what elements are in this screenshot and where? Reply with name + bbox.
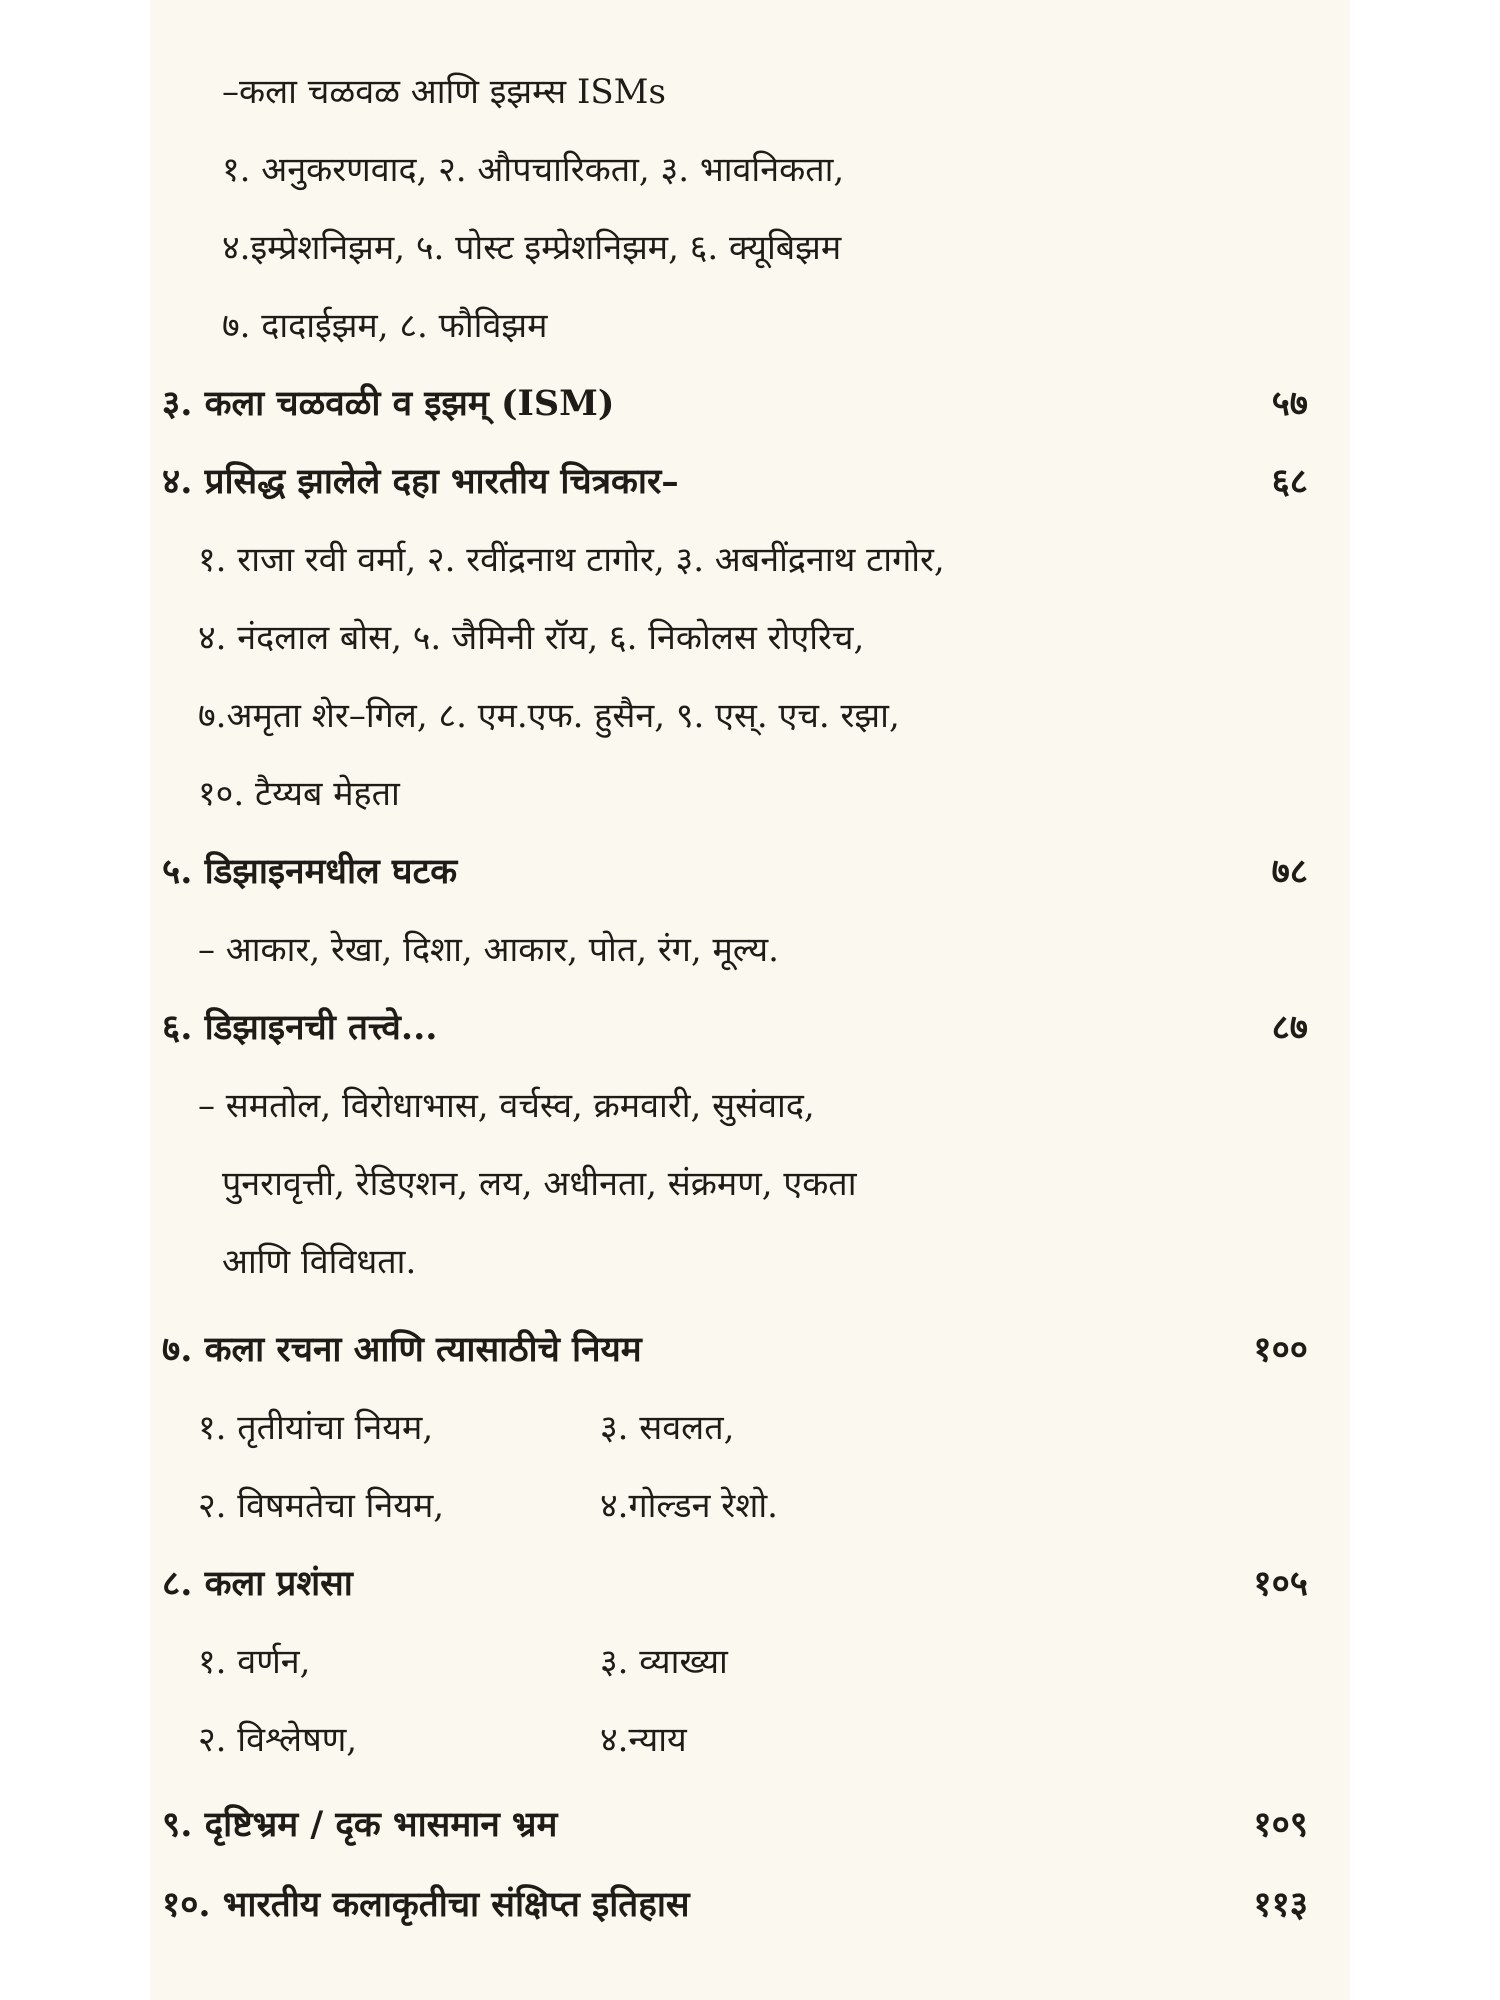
toc-subline bbox=[150, 140, 1350, 200]
page-number: ८७ bbox=[1271, 1007, 1308, 1048]
chapter-title: ८. कला प्रशंसा bbox=[162, 1563, 353, 1604]
chapter-title: ९. दृष्टिभ्रम / दृक भासमान भ्रम bbox=[162, 1804, 558, 1845]
toc-subline bbox=[150, 62, 1350, 122]
toc-subline bbox=[150, 1398, 1350, 1458]
toc-entry-ch5[interactable] bbox=[150, 842, 1350, 902]
chapter-title: ५. डिझाइनमधील घटक bbox=[162, 851, 458, 892]
ch4-painters-3: ७.अमृता शेर–गिल, ८. एम.एफ. हुसैन, ९. एस्. एच. रझा, bbox=[198, 696, 900, 736]
toc-subline bbox=[150, 1710, 1350, 1770]
toc-subline bbox=[150, 1232, 1350, 1292]
toc-entry-ch9[interactable] bbox=[150, 1795, 1350, 1855]
toc-entry-ch8[interactable] bbox=[150, 1554, 1350, 1614]
chapter-title: ४. प्रसिद्ध झालेले दहा भारतीय चित्रकार– bbox=[162, 461, 679, 502]
ch7-rule-2: २. विषमतेचा नियम, bbox=[198, 1486, 445, 1526]
toc-subline bbox=[150, 1476, 1350, 1536]
page-number: १०९ bbox=[1253, 1804, 1308, 1845]
ch6-principles-1: – समतोल, विरोधाभास, वर्चस्व, क्रमवारी, सुसंवाद, bbox=[198, 1086, 815, 1126]
ch8-item-1: १. वर्णन, bbox=[198, 1642, 311, 1682]
toc-entry-ch3[interactable] bbox=[150, 374, 1350, 434]
ch4-painters-2: ४. नंदलाल बोस, ५. जैमिनी रॉय, ६. निकोलस रोएरिच, bbox=[198, 618, 865, 658]
toc-subline bbox=[150, 1076, 1350, 1136]
toc-subline bbox=[150, 1632, 1350, 1692]
ch5-elements: – आकार, रेखा, दिशा, आकार, पोत, रंग, मूल्य. bbox=[198, 930, 779, 970]
page-number: १०० bbox=[1253, 1329, 1308, 1370]
toc-subline bbox=[150, 296, 1350, 356]
page-number: ११३ bbox=[1253, 1884, 1308, 1925]
toc-subline bbox=[150, 686, 1350, 746]
page-number: ५७ bbox=[1271, 383, 1308, 424]
ch6-principles-2: पुनरावृत्ती, रेडिएशन, लय, अधीनता, संक्रमण, एकता bbox=[222, 1164, 857, 1204]
ch8-item-3: ३. व्याख्या bbox=[600, 1642, 728, 1682]
ch7-rule-3: ३. सवलत, bbox=[600, 1408, 735, 1448]
page-number: ७८ bbox=[1271, 851, 1308, 892]
book-page bbox=[150, 0, 1350, 2000]
toc-subline bbox=[150, 920, 1350, 980]
toc-subline bbox=[150, 608, 1350, 668]
ch8-item-4: ४.न्याय bbox=[600, 1720, 687, 1760]
page-number: १०५ bbox=[1253, 1563, 1308, 1604]
chapter-title: ६. डिझाइनची तत्त्वे... bbox=[162, 1007, 438, 1048]
ch7-rule-4: ४.गोल्डन रेशो. bbox=[600, 1486, 778, 1526]
ch2-sub-list-1: १. अनुकरणवाद, २. औपचारिकता, ३. भावनिकता, bbox=[222, 150, 845, 190]
toc-entry-ch6[interactable] bbox=[150, 998, 1350, 1058]
toc-entry-ch4[interactable] bbox=[150, 452, 1350, 512]
page-number: ६८ bbox=[1271, 461, 1308, 502]
ch4-painters-1: १. राजा रवी वर्मा, २. रवींद्रनाथ टागोर, ३. अबनींद्रनाथ टागोर, bbox=[198, 540, 945, 580]
toc-subline bbox=[150, 764, 1350, 824]
ch7-rule-1: १. तृतीयांचा नियम, bbox=[198, 1408, 434, 1448]
ch6-principles-3: आणि विविधता. bbox=[222, 1242, 417, 1282]
ch8-item-2: २. विश्लेषण, bbox=[198, 1720, 358, 1760]
toc-subline bbox=[150, 530, 1350, 590]
toc-subline bbox=[150, 218, 1350, 278]
chapter-title: ७. कला रचना आणि त्यासाठीचे नियम bbox=[162, 1329, 642, 1370]
toc-entry-ch10[interactable] bbox=[150, 1875, 1350, 1935]
ch2-sub-list-2: ४.इम्प्रेशनिझम, ५. पोस्ट इम्प्रेशनिझम, ६. क्यूबिझम bbox=[222, 228, 842, 268]
ch2-sub-list-3: ७. दादाईझम, ८. फौविझम bbox=[222, 306, 548, 346]
toc-subline bbox=[150, 1154, 1350, 1214]
chapter-title: ३. कला चळवळी व इझम् (ISM) bbox=[162, 383, 615, 424]
ch2-sub-heading: –कला चळवळ आणि इझम्स ISMs bbox=[222, 72, 666, 112]
toc-entry-ch7[interactable] bbox=[150, 1320, 1350, 1380]
ch4-painters-4: १०. टैय्यब मेहता bbox=[198, 774, 400, 814]
chapter-title: १०. भारतीय कलाकृतीचा संक्षिप्त इतिहास bbox=[162, 1884, 690, 1925]
